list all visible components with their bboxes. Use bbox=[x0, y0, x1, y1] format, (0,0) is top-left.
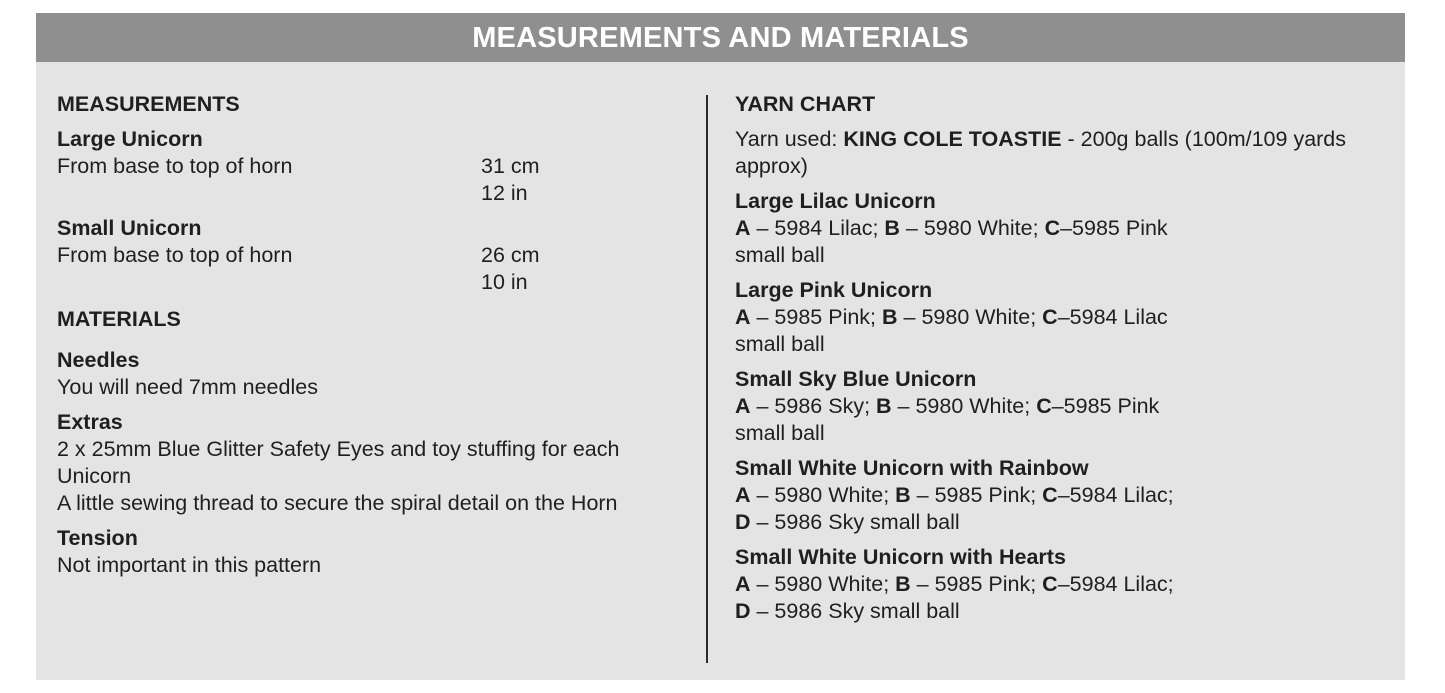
tension-text: Not important in this pattern bbox=[57, 553, 322, 577]
yarn-used-label: Yarn used: bbox=[735, 127, 844, 151]
color-a-text: – 5980 White; bbox=[750, 572, 896, 596]
color-a-text: – 5985 Pink; bbox=[750, 305, 883, 329]
color-b-text: – 5980 White; bbox=[899, 216, 1045, 240]
color-key-a: A bbox=[735, 483, 751, 507]
color-b-text: – 5980 White; bbox=[897, 305, 1043, 329]
small-unicorn-cm: 26 cm bbox=[481, 243, 540, 267]
color-key-c: C bbox=[1036, 394, 1052, 418]
color-c-text: –5984 Lilac bbox=[1057, 305, 1168, 329]
yarn-used-rest: - 200g balls (100m/109 yards bbox=[1061, 127, 1347, 151]
color-a-text: – 5980 White; bbox=[750, 483, 896, 507]
color-key-b: B bbox=[884, 216, 900, 240]
small-unicorn-measure-row bbox=[57, 242, 697, 269]
large-pink-colors bbox=[735, 304, 1395, 331]
small-unicorn-title: Small Unicorn bbox=[57, 216, 202, 240]
rainbow-colors bbox=[735, 482, 1395, 509]
rainbow-colors-d bbox=[735, 509, 1395, 536]
extras-line-3: A little sewing thread to secure the spiral detail on the Horn bbox=[57, 491, 618, 515]
small-sky-title: Small Sky Blue Unicorn bbox=[735, 367, 977, 391]
color-c-text: –5984 Lilac; bbox=[1057, 483, 1174, 507]
color-key-a: A bbox=[735, 216, 751, 240]
needles-text: You will need 7mm needles bbox=[57, 375, 318, 399]
hearts-title: Small White Unicorn with Hearts bbox=[735, 545, 1066, 569]
color-key-a: A bbox=[735, 394, 751, 418]
panel-header: MEASUREMENTS AND MATERIALS bbox=[36, 13, 1405, 62]
color-key-d: D bbox=[735, 510, 751, 534]
rainbow-title: Small White Unicorn with Rainbow bbox=[735, 456, 1089, 480]
color-key-c: C bbox=[1042, 483, 1058, 507]
color-key-a: A bbox=[735, 572, 751, 596]
yarn-brand: KING COLE TOASTIE bbox=[843, 127, 1062, 151]
left-column bbox=[57, 91, 697, 579]
small-unicorn-label: From base to top of horn bbox=[57, 243, 293, 267]
color-c-text: –5985 Pink bbox=[1051, 394, 1160, 418]
measurements-materials-panel bbox=[36, 13, 1405, 680]
color-key-b: B bbox=[882, 305, 898, 329]
large-unicorn-in: 12 in bbox=[481, 181, 528, 205]
materials-heading: MATERIALS bbox=[57, 307, 181, 331]
hearts-colors-d bbox=[735, 598, 1395, 625]
large-lilac-tail: small ball bbox=[735, 243, 825, 267]
small-unicorn-in: 10 in bbox=[481, 270, 528, 294]
large-lilac-colors bbox=[735, 215, 1395, 242]
color-a-text: – 5984 Lilac; bbox=[750, 216, 885, 240]
yarn-chart-heading: YARN CHART bbox=[735, 92, 876, 116]
hearts-colors bbox=[735, 571, 1395, 598]
extras-line-2: Unicorn bbox=[57, 464, 132, 488]
extras-line-1: 2 x 25mm Blue Glitter Safety Eyes and toy stuffing for each bbox=[57, 437, 620, 461]
color-d-text: – 5986 Sky small ball bbox=[750, 599, 960, 623]
large-pink-tail: small ball bbox=[735, 332, 825, 356]
color-b-text: – 5985 Pink; bbox=[910, 572, 1043, 596]
color-b-text: – 5985 Pink; bbox=[910, 483, 1043, 507]
color-c-text: –5984 Lilac; bbox=[1057, 572, 1174, 596]
color-key-b: B bbox=[895, 572, 911, 596]
large-unicorn-cm: 31 cm bbox=[481, 154, 540, 178]
large-unicorn-title: Large Unicorn bbox=[57, 127, 203, 151]
yarn-used-line bbox=[735, 126, 1395, 153]
large-lilac-title: Large Lilac Unicorn bbox=[735, 189, 936, 213]
color-key-b: B bbox=[895, 483, 911, 507]
small-sky-tail: small ball bbox=[735, 421, 825, 445]
column-divider bbox=[706, 95, 708, 663]
color-key-a: A bbox=[735, 305, 751, 329]
small-unicorn-in-row bbox=[57, 269, 697, 296]
needles-title: Needles bbox=[57, 348, 140, 372]
extras-title: Extras bbox=[57, 410, 123, 434]
measurements-heading: MEASUREMENTS bbox=[57, 92, 240, 116]
color-b-text: – 5980 White; bbox=[891, 394, 1037, 418]
large-unicorn-in-row bbox=[57, 180, 697, 207]
large-unicorn-measure-row bbox=[57, 153, 697, 180]
color-key-c: C bbox=[1044, 216, 1061, 240]
color-key-d: D bbox=[735, 599, 751, 623]
color-c-text: –5985 Pink bbox=[1060, 216, 1168, 240]
color-key-c: C bbox=[1042, 305, 1058, 329]
large-pink-title: Large Pink Unicorn bbox=[735, 278, 933, 302]
tension-title: Tension bbox=[57, 526, 138, 550]
large-unicorn-label: From base to top of horn bbox=[57, 154, 293, 178]
color-key-b: B bbox=[876, 394, 892, 418]
yarn-used-line-2: approx) bbox=[735, 154, 808, 178]
color-d-text: – 5986 Sky small ball bbox=[750, 510, 960, 534]
right-column bbox=[735, 91, 1395, 625]
color-a-text: – 5986 Sky; bbox=[750, 394, 877, 418]
color-key-c: C bbox=[1042, 572, 1058, 596]
small-sky-colors bbox=[735, 393, 1395, 420]
